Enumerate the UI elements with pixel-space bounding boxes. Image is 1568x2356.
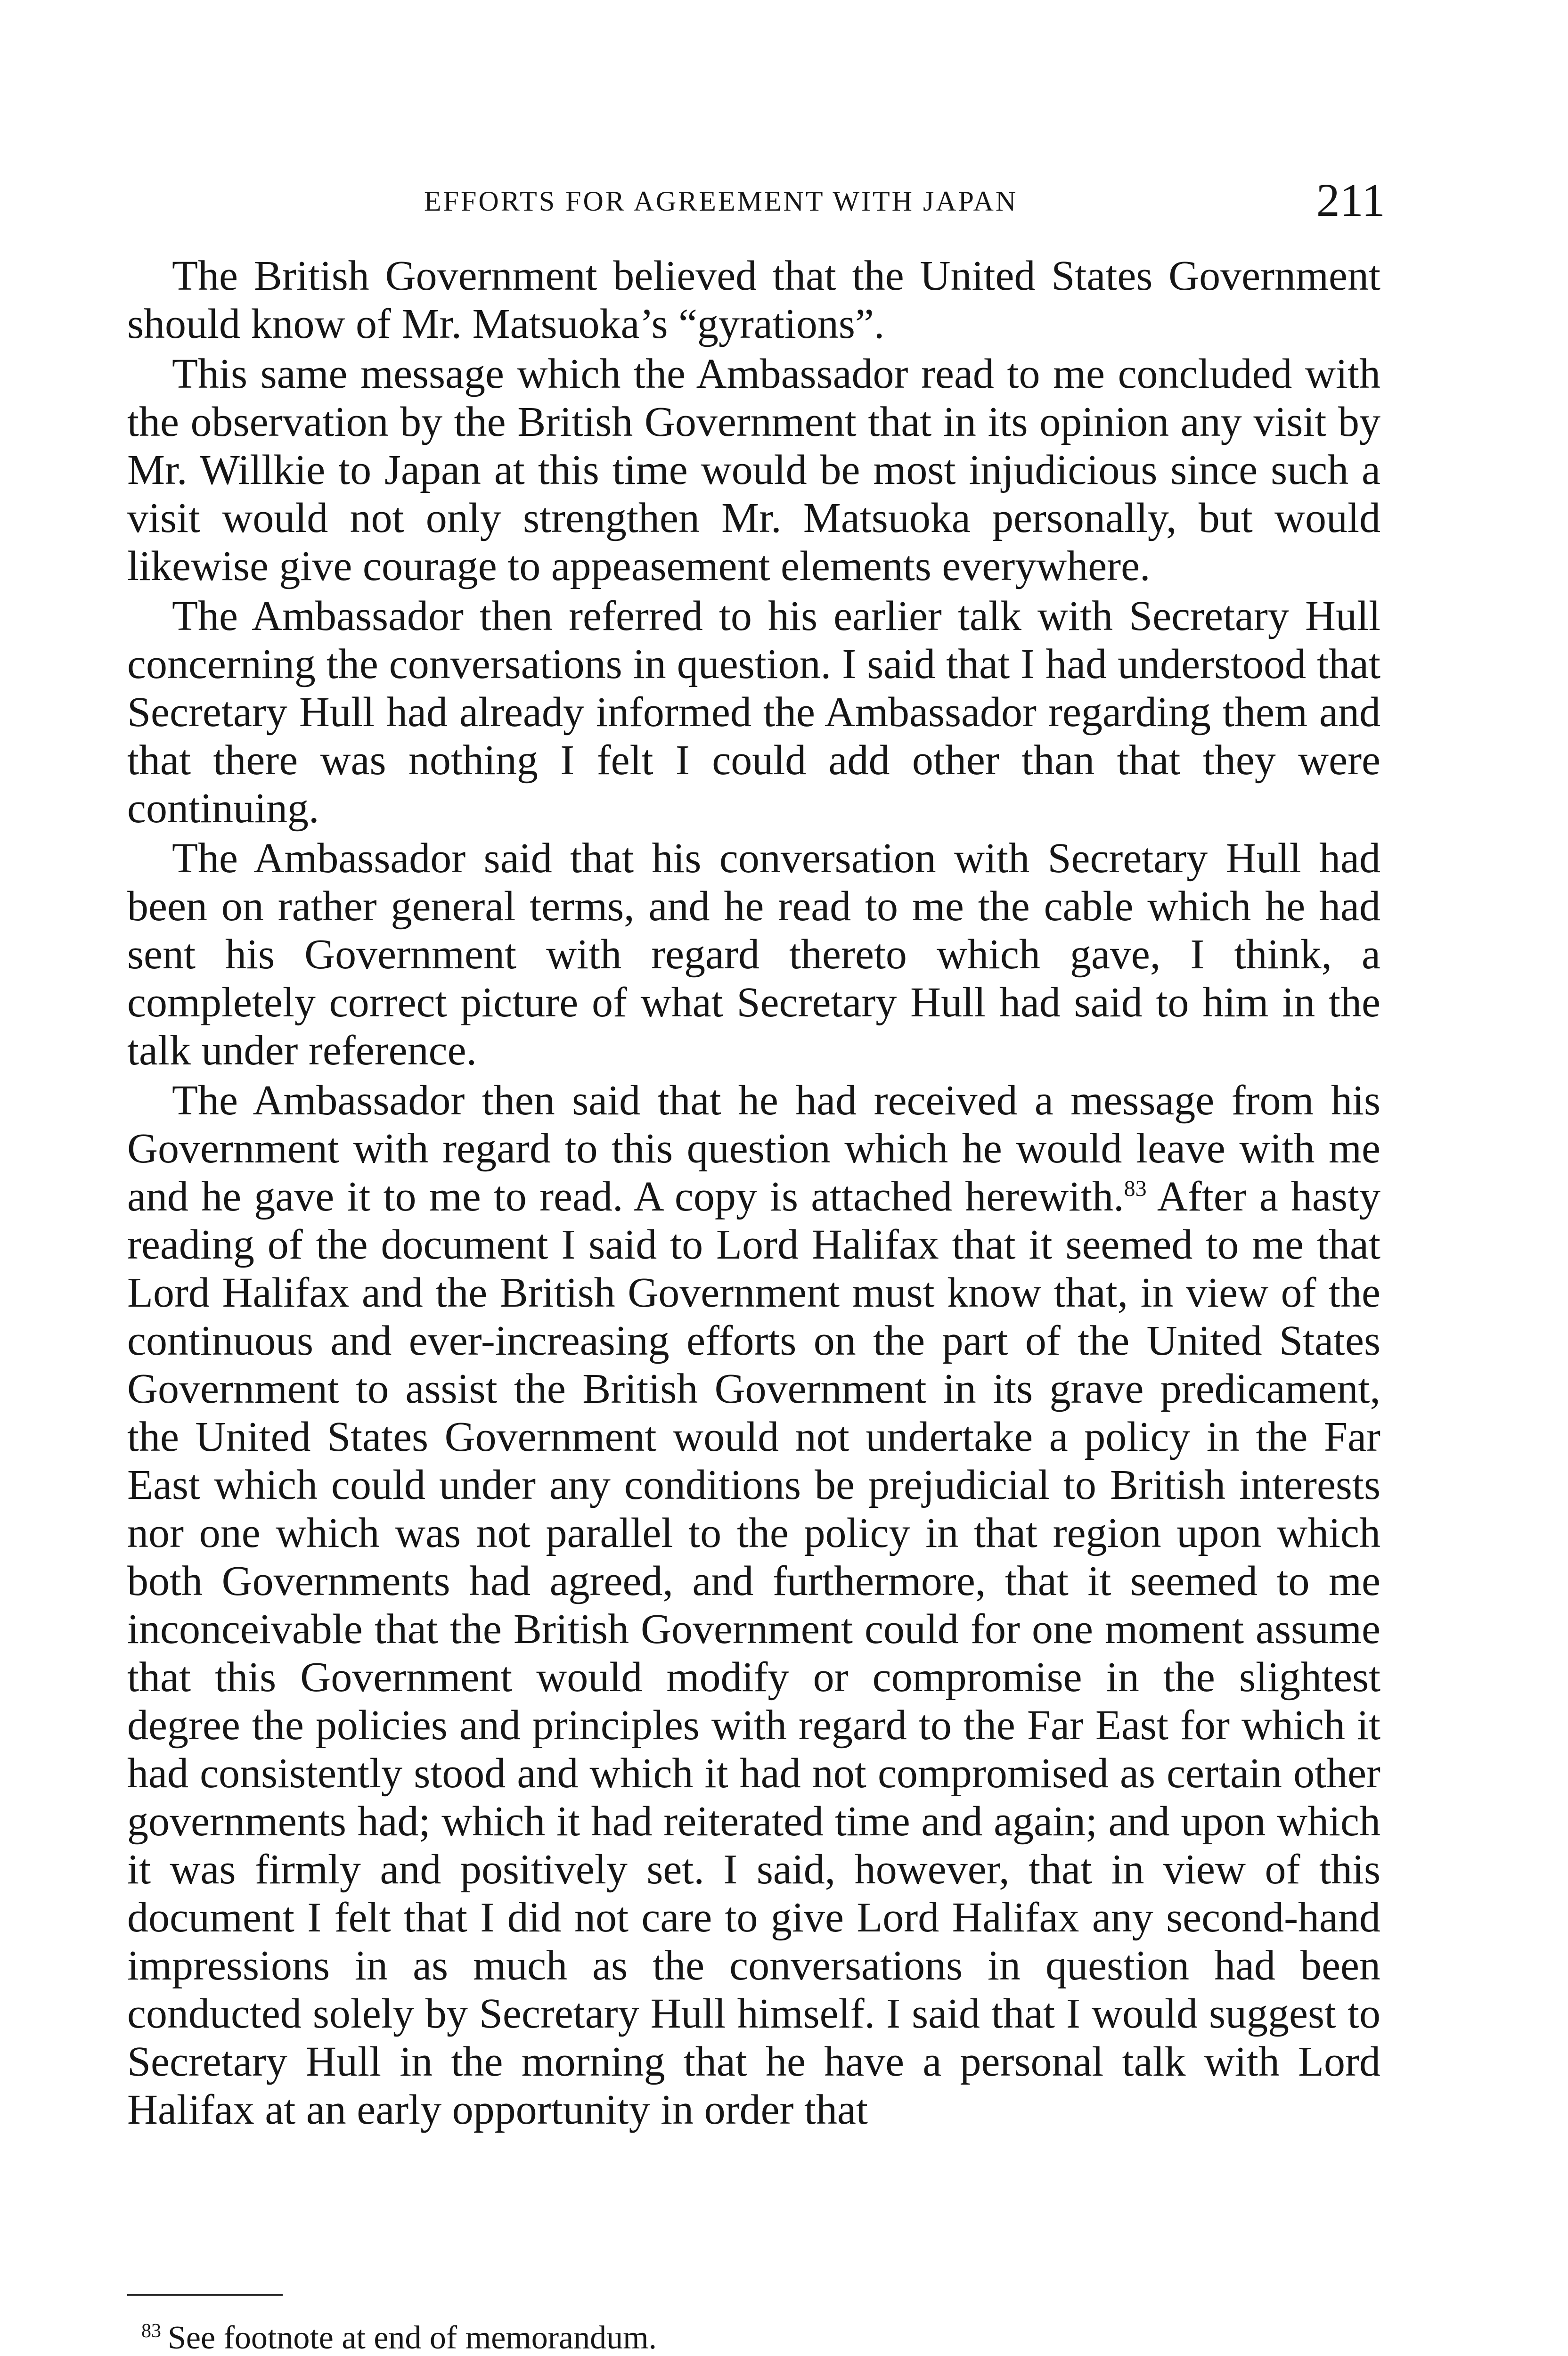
body-text xyxy=(127,252,1380,2134)
paragraph-cable: The Ambassador said that his conversation with Secretary Hull had been on rather general terms, and he read to me the cable which he had sent his Government with regard thereto which gave, I think, a completely correct picture of what Secretary Hull had said to him in the talk under reference. xyxy=(127,835,1380,1074)
paragraph-halifax-message xyxy=(127,1077,1380,2134)
footnote-text: See footnote at end of memorandum. xyxy=(168,2320,657,2356)
footnote-mark: 83 xyxy=(141,2320,161,2342)
footnote xyxy=(141,2318,657,2356)
running-head xyxy=(122,174,1385,231)
paragraph-text-before-ref: The Ambassador then said that he had received a message from his Government with regard to this question which he would leave with me and he gave it to me to read. A copy is attached herewith. xyxy=(127,1077,1380,1220)
paragraph-willkie-visit: This same message which the Ambassador read to me concluded with the observation by the British Government that in its opinion any visit by Mr. Willkie to Japan at this time would be most injudicious since such a visit would not only strengthen Mr. Matsuoka personally, but would likewise give courage to appeasement elements everywhere. xyxy=(127,351,1380,589)
paragraph-british-government: The British Government believed that the United States Government should know of Mr. Matsuoka’s “gyrations”. xyxy=(127,253,1380,347)
page-number: 211 xyxy=(1316,174,1385,226)
paragraph-earlier-talk: The Ambassador then referred to his earlier talk with Secretary Hull concerning the conversations in question. I said that I had understood that Secretary Hull had already informed the Ambassador regarding them and that there was nothing I felt I could add other than that they were continuing. xyxy=(127,593,1380,832)
running-title: EFFORTS FOR AGREEMENT WITH JAPAN xyxy=(424,186,1018,217)
footnote-divider xyxy=(127,2294,283,2296)
footnote-reference: 83 xyxy=(1124,1176,1147,1201)
paragraph-text-after-ref: After a hasty reading of the document I said to Lord Halifax that it seemed to me that Lord Halifax and the British Government must know that, in view of the continuous and ever-increasing efforts on the part of the United States Government to assist the British Government in its grave predicament, the United States Government would not undertake a policy in the Far East which could under any conditions be prejudicial to British interests nor one which was not parallel to the policy in that region upon which both Governments had agreed, and furthermore, that it seemed to me inconceivable that the British Government could for one moment assume that this Government would modify or compromise in the slightest degree the policies and principles with regard to the Far East for which it had consistently stood and which it had not compromised as certain other governments had; which it had reiterated time and again; and upon which it was firmly and positively set. I said, however, that in view of this document I felt that I did not care to give Lord Halifax any second-hand impressions in as much as the conversations in question had been conducted solely by Secretary Hull himself. I said that I would suggest to Secretary Hull in the morning that he have a personal talk with Lord Halifax at an early opportunity in order that xyxy=(127,1173,1381,2133)
